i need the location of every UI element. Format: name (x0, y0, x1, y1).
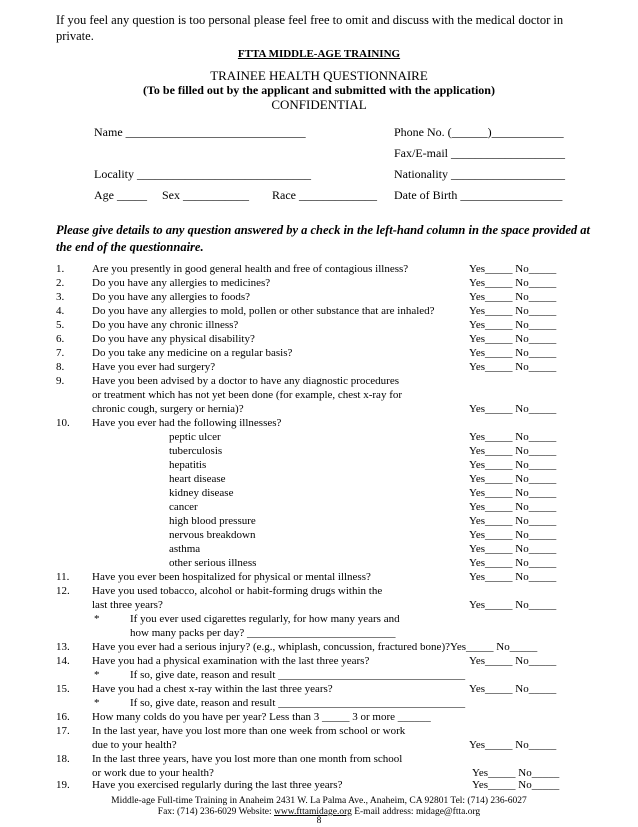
illness-item: peptic ulcer Yes_____ No_____ (169, 431, 557, 443)
yes-no-answer[interactable]: Yes_____ No_____ (469, 333, 557, 345)
yes-no-answer[interactable]: Yes_____ No_____ (469, 347, 557, 359)
question-12: 12. Have you used tobacco, alcohol or habit-forming drugs within the (56, 585, 383, 597)
yes-no-answer[interactable]: Yes_____ No_____ (469, 403, 557, 415)
question-6: 6. Do you have any physical disability? Yes_____ No_____ (56, 333, 557, 345)
yes-no-answer[interactable]: Yes_____ No_____ (472, 767, 560, 779)
form-title: TRAINEE HEALTH QUESTIONNAIRE (210, 68, 428, 83)
yes-no-answer[interactable]: Yes_____ No_____ (469, 305, 557, 317)
question-5: 5. Do you have any chronic illness? Yes_____ No_____ (56, 319, 557, 331)
question-9-line-3: chronic cough, surgery or hernia)? Yes_____ No_____ (92, 403, 557, 415)
question-17: 17. In the last year, have you lost more than one week from school or work (56, 725, 406, 737)
yes-no-answer[interactable]: Yes_____ No_____ (469, 515, 557, 527)
question-2: 2. Do you have any allergies to medicines? Yes_____ No_____ (56, 277, 557, 289)
yes-no-answer[interactable]: Yes_____ No_____ (472, 779, 560, 791)
question-3: 3. Do you have any allergies to foods? Yes_____ No_____ (56, 291, 557, 303)
question-9-line-2: or treatment which has not yet been done (for example, chest x-ray for (92, 389, 403, 401)
yes-no-answer[interactable]: Yes_____ No_____ (469, 501, 557, 513)
intro-note: If you feel any question is too personal please feel free to omit and discuss with the medical doctor in private. (56, 13, 564, 43)
question-12-followup: * If you ever used cigarettes regularly, for how many years and (94, 613, 400, 625)
illness-item: other serious illness Yes_____ No_____ (169, 557, 557, 569)
question-14: 14. Have you had a physical examination with the last three years? Yes_____ No_____ (56, 655, 557, 667)
locality-field[interactable]: Locality _____________________________ (94, 167, 311, 181)
footer-address: Middle-age Full-time Training in Anaheim 2431 W. La Palma Ave., Anaheim, CA 92801 Tel: (714) 236-6027 (111, 796, 527, 806)
question-14-followup[interactable]: * If so, give date, reason and result __________________________________ (94, 669, 466, 681)
illness-item: nervous breakdown Yes_____ No_____ (169, 529, 557, 541)
sex-field[interactable]: Sex ___________ (162, 188, 249, 202)
phone-field[interactable]: Phone No. (______)____________ (394, 125, 564, 139)
yes-no-answer[interactable]: Yes_____ No_____ (469, 529, 557, 541)
illness-item: high blood pressure Yes_____ No_____ (169, 515, 557, 527)
question-15-followup[interactable]: * If so, give date, reason and result __________________________________ (94, 697, 466, 709)
question-4: 4. Do you have any allergies to mold, pollen or other substance that are inhaled? Yes_____ No_____ (56, 305, 557, 317)
question-8: 8. Have you ever had surgery? Yes_____ No_____ (56, 361, 557, 373)
yes-no-answer[interactable]: Yes_____ No_____ (469, 291, 557, 303)
yes-no-answer[interactable]: Yes_____ No_____ (469, 319, 557, 331)
yes-no-answer[interactable]: Yes_____ No_____ (469, 445, 557, 457)
yes-no-answer[interactable]: Yes_____ No_____ (469, 263, 557, 275)
confidential-label: CONFIDENTIAL (271, 97, 367, 112)
yes-no-answer[interactable]: Yes_____ No_____ (469, 557, 557, 569)
dob-field[interactable]: Date of Birth _________________ (394, 188, 563, 202)
illness-item: cancer Yes_____ No_____ (169, 501, 557, 513)
illness-item: heart disease Yes_____ No_____ (169, 473, 557, 485)
question-12-line-2: last three years? Yes_____ No_____ (92, 599, 557, 611)
yes-no-answer[interactable]: Yes_____ No_____ (469, 473, 557, 485)
question-18-line-2: or work due to your health? Yes_____ No_____ (92, 767, 560, 779)
instructions: Please give details to any question answered by a check in the left-hand column in the space provided at the end of the questionnaire. (56, 223, 590, 254)
question-13-text-with-answer[interactable]: Have you ever had a serious injury? (e.g., whiplash, concussion, fractured bone)?Yes_____ No_____ (92, 641, 538, 653)
name-field[interactable]: Name ______________________________ (94, 125, 306, 139)
yes-no-answer[interactable]: Yes_____ No_____ (469, 571, 557, 583)
form-subtitle: (To be filled out by the applicant and submitted with the application) (143, 83, 495, 97)
illness-item: kidney disease Yes_____ No_____ (169, 487, 557, 499)
illness-item: hepatitis Yes_____ No_____ (169, 459, 557, 471)
fax-email-field[interactable]: Fax/E-mail ___________________ (394, 146, 565, 160)
footer-contact: Fax: (714) 236-6029 Website: www.fttamidage.org E-mail address: midage@ftta.org (157, 807, 481, 817)
question-16[interactable]: 16. How many colds do you have per year? Less than 3 _____ 3 or more ______ (56, 711, 431, 723)
illness-item: asthma Yes_____ No_____ (169, 543, 557, 555)
question-18: 18. In the last three years, have you lost more than one month from school (56, 753, 403, 765)
yes-no-answer[interactable]: Yes_____ No_____ (469, 277, 557, 289)
yes-no-answer[interactable]: Yes_____ No_____ (469, 739, 557, 751)
yes-no-answer[interactable]: Yes_____ No_____ (469, 599, 557, 611)
yes-no-answer[interactable]: Yes_____ No_____ (469, 361, 557, 373)
question-17-line-2: due to your health? Yes_____ No_____ (92, 739, 557, 751)
question-11: 11. Have you ever been hospitalized for physical or mental illness? Yes_____ No_____ (56, 571, 557, 583)
yes-no-answer[interactable]: Yes_____ No_____ (469, 459, 557, 471)
yes-no-answer[interactable]: Yes_____ No_____ (469, 655, 557, 667)
question-7: 7. Do you take any medicine on a regular basis? Yes_____ No_____ (56, 347, 557, 359)
age-field[interactable]: Age _____ (94, 188, 147, 202)
question-13: 13. Have you ever had a serious injury? (e.g., whiplash, concussion, fractured bone)?Yes_____ No_____ (56, 641, 538, 653)
yes-no-answer[interactable]: Yes_____ No_____ (469, 431, 557, 443)
yes-no-answer[interactable]: Yes_____ No_____ (469, 543, 557, 555)
question-12-followup-line-2[interactable]: how many packs per day? ___________________________ (130, 627, 396, 639)
website-link[interactable]: www.fttamidage.org (274, 807, 352, 817)
nationality-field[interactable]: Nationality ___________________ (394, 167, 565, 181)
question-1: 1. Are you presently in good general health and free of contagious illness? Yes_____ No_____ (56, 263, 557, 275)
yes-no-answer[interactable]: Yes_____ No_____ (469, 487, 557, 499)
question-10: 10. Have you ever had the following illnesses? (56, 417, 282, 429)
page-number: 8 (316, 816, 322, 826)
yes-no-answer[interactable]: Yes_____ No_____ (469, 683, 557, 695)
question-19: 19. Have you exercised regularly during the last three years? Yes_____ No_____ (56, 779, 560, 791)
race-field[interactable]: Race _____________ (272, 188, 377, 202)
program-name: FTTA MIDDLE-AGE TRAINING (237, 48, 401, 60)
illness-item: tuberculosis Yes_____ No_____ (169, 445, 557, 457)
question-9: 9. Have you been advised by a doctor to have any diagnostic procedures (56, 375, 399, 387)
question-15: 15. Have you had a chest x-ray within the last three years? Yes_____ No_____ (56, 683, 557, 695)
